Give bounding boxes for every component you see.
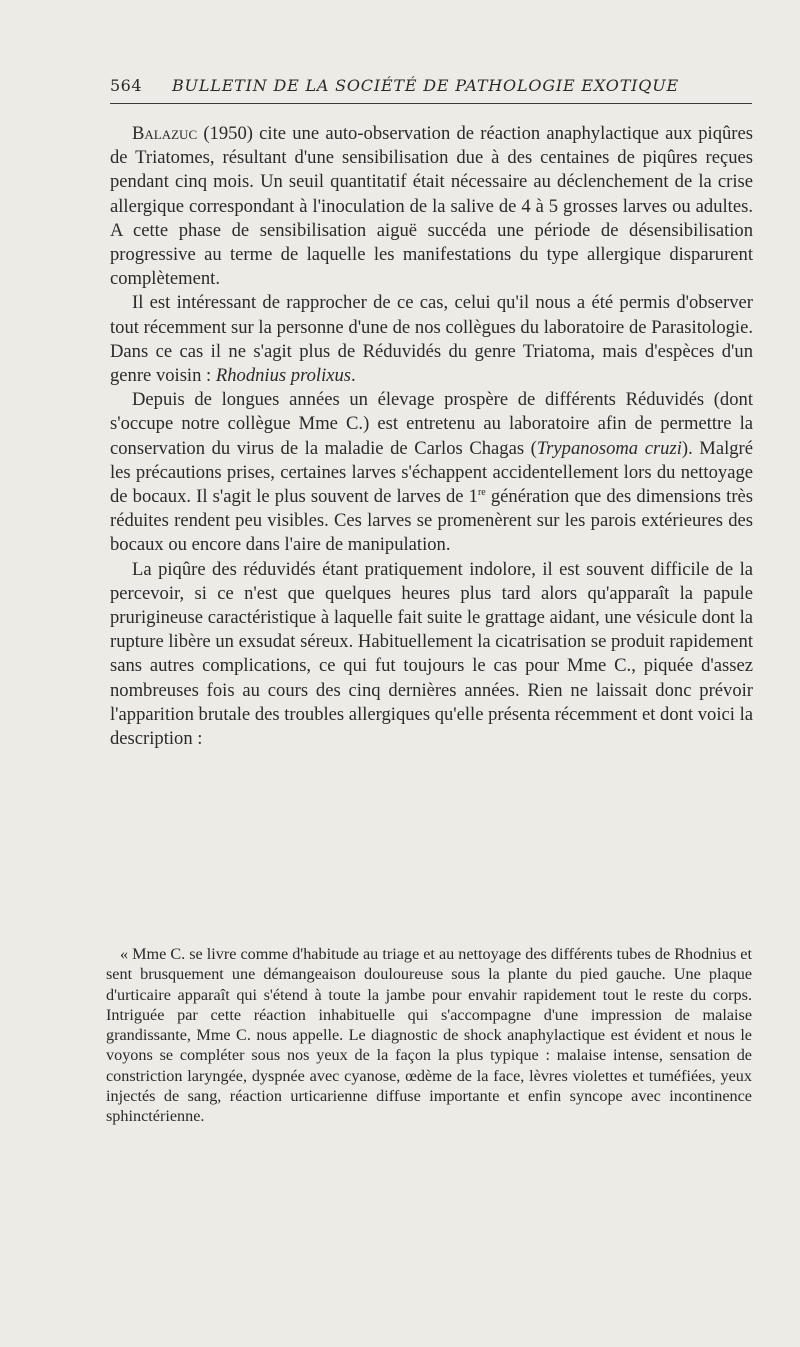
paragraph-3-end: génération que des dimensions très réduites rendent peu visibles. Ces larves se promenèrent sur les parois extérieures des bocaux ou encore dans l'aire de manipulation. <box>110 486 754 556</box>
paragraph-2-end: . <box>351 365 356 387</box>
paragraph-2-text: Il est intéressant de rapprocher de ce cas, celui qu'il nous a été permis d'observer tout récemment sur la personne d'une de nos collègues du laboratoire de Parasitologie. Dans ce cas il ne s'agit plus de Réduvidés du genre Triatoma, mais d'espèces d'un genre voisin : <box>110 292 753 387</box>
body-text <box>110 122 753 751</box>
paragraph-4: La piqûre des réduvidés étant pratiquement indolore, il est souvent difficile de la percevoir, si ce n'est que quelques heures plus tard alors qu'apparaît la papule prurigineuse caractéristique à laquelle fait suite le grattage aidant, une vésicule dont la rupture libère un exsudat séreux. Habituellement la cicatrisation se produit rapidement sans autres complications, ce qui fut toujours le cas pour Mme C., piquée d'assez nombreuses fois au cours des cinq dernières années. Rien ne laissait donc prévoir l'apparition brutale des troubles allergiques qu'elle présenta récemment et dont voici la description : <box>110 558 753 750</box>
quote-text: « Mme C. se livre comme d'habitude au triage et au nettoyage des différents tubes de Rhodnius et sent brusquement une démangeaison douloureuse sous la plante du pied gauche. Une plaque d'urticaire apparaît qui s'étend à toute la jambe pour envahir rapidement tout le reste du corps. Intriguée par cette réaction inhabituelle qui s'accompagne d'une impression de malaise grandissante, Mme C. nous appelle. Le diagnostic de shock anaphylactique est évident et nous le voyons se compléter sous nos yeux de la façon la plus typique : malaise intense, sensation de constriction laryngée, dyspnée avec cyanose, œdème de la face, lèvres violettes et tuméfiées, yeux injectés de sang, réaction urticarienne diffuse importante et enfin syncope avec incontinence sphinctérienne. <box>106 945 752 1126</box>
header-rule <box>110 103 752 104</box>
species-name: Trypanosoma cruzi <box>536 437 682 459</box>
block-quote <box>106 944 752 1127</box>
paragraph-3-text: Depuis de longues années un élevage prospère de différents Réduvidés (dont s'occupe notre collègue Mme C.) est entretenu au laboratoire afin de permettre la conservation du virus de la maladie de Carlos Chagas ( <box>110 389 753 459</box>
page-number: 564 <box>110 76 143 95</box>
author-name: Balazuc <box>132 123 198 144</box>
paragraph-2 <box>110 291 753 388</box>
paragraph-3 <box>110 388 753 557</box>
superscript: re <box>477 486 486 498</box>
paragraph-1-text: (1950) cite une auto-observation de réaction anaphylactique aux piqûres de Triatomes, résultant d'une sensibilisation due à des centaines de piqûres reçues pendant cinq mois. Un seuil quantitatif était nécessaire au déclenchement de la crise allergique correspondant à l'inoculation de la salive de 4 à 5 grosses larves ou adultes. A cette phase de sensibilisation aiguë succéda une période de désensibilisation progressive au terme de laquelle les manifestations du type allergique disparurent complètement. <box>110 123 753 290</box>
paragraph-1 <box>110 122 753 291</box>
running-title: BULLETIN DE LA SOCIÉTÉ DE PATHOLOGIE EXOTIQUE <box>172 76 679 95</box>
paragraph-3-mid: ). Malgré les précautions prises, certaines larves s'échappent accidentellement lors du nettoyage de bocaux. Il s'agit le plus souvent de larves de 1 <box>110 437 754 508</box>
species-name: Rhodnius prolixus <box>215 365 352 387</box>
